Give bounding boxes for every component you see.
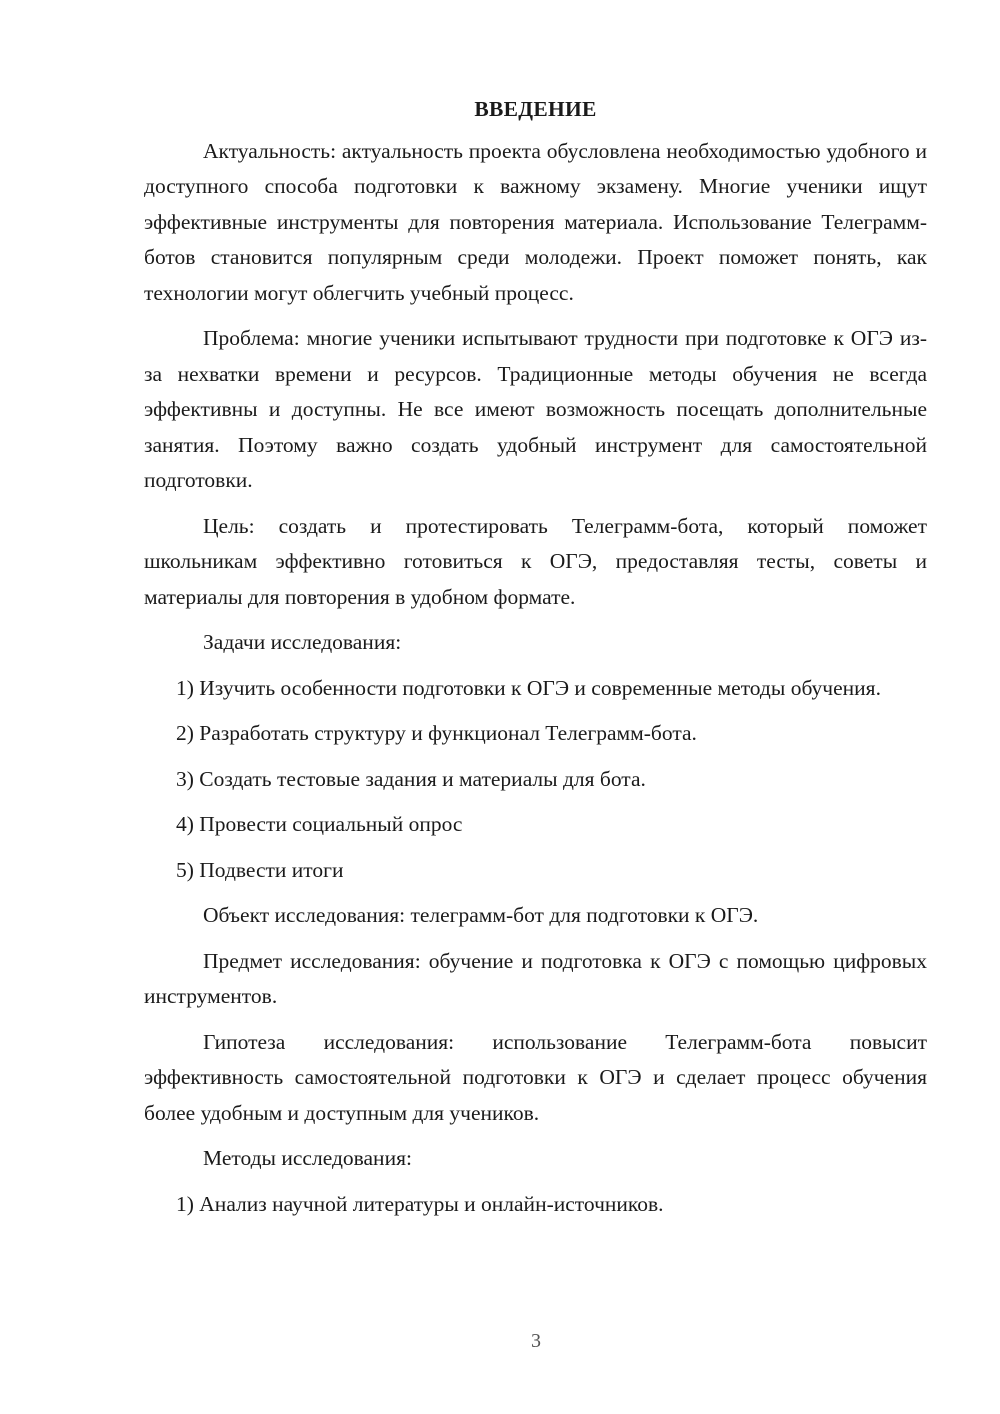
paragraph-subject: Предмет исследования: обучение и подготовка к ОГЭ с помощью цифровых инструментов. xyxy=(144,948,927,1008)
paragraph-relevance: Актуальность: актуальность проекта обусловлена необходимостью удобного и доступного способа подготовки к важному экзамену. Многие ученики ищут эффективные инструменты для повторения материала. Использование Телеграмм-ботов становится популярным среди молодежи. Проект поможет понять, как технологии могут облегчить учебный процесс. xyxy=(144,138,927,305)
paragraph-problem: Проблема: многие ученики испытывают трудности при подготовке к ОГЭ из-за нехватки времени и ресурсов. Традиционные методы обучения не всегда эффективны и доступны. Не все имеют возможность посещать дополнительные занятия. Поэтому важно создать удобный инструмент для самостоятельной подготовки. xyxy=(144,326,927,492)
method-item-1: 1) Анализ научной литературы и онлайн-источников. xyxy=(176,1191,664,1216)
task-item-5: 5) Подвести итоги xyxy=(176,857,344,882)
document-page xyxy=(144,92,927,1232)
task-item-3: 3) Создать тестовые задания и материалы для бота. xyxy=(176,766,646,791)
page-number: 3 xyxy=(531,1330,541,1352)
task-item-1: 1) Изучить особенности подготовки к ОГЭ и современные методы обучения. xyxy=(176,675,881,700)
paragraph-methods-heading: Методы исследования: xyxy=(203,1146,412,1170)
task-item-2: 2) Разработать структуру и функционал Телеграмм-бота. xyxy=(176,721,697,745)
section-title: ВВЕДЕНИЕ xyxy=(474,97,597,121)
task-item-4: 4) Провести социальный опрос xyxy=(176,812,463,836)
paragraph-hypothesis: Гипотеза исследования: использование Телеграмм-бота повысит эффективность самостоятельной подготовки к ОГЭ и сделает процесс обучения более удобным и доступным для учеников. xyxy=(144,1029,927,1125)
paragraph-goal: Цель: создать и протестировать Телеграмм-бота, который поможет школьникам эффективно готовиться к ОГЭ, предоставляя тесты, советы и материалы для повторения в удобном формате. xyxy=(144,513,927,609)
paragraph-tasks-heading: Задачи исследования: xyxy=(203,630,402,654)
paragraph-object: Объект исследования: телеграмм-бот для подготовки к ОГЭ. xyxy=(203,903,759,927)
